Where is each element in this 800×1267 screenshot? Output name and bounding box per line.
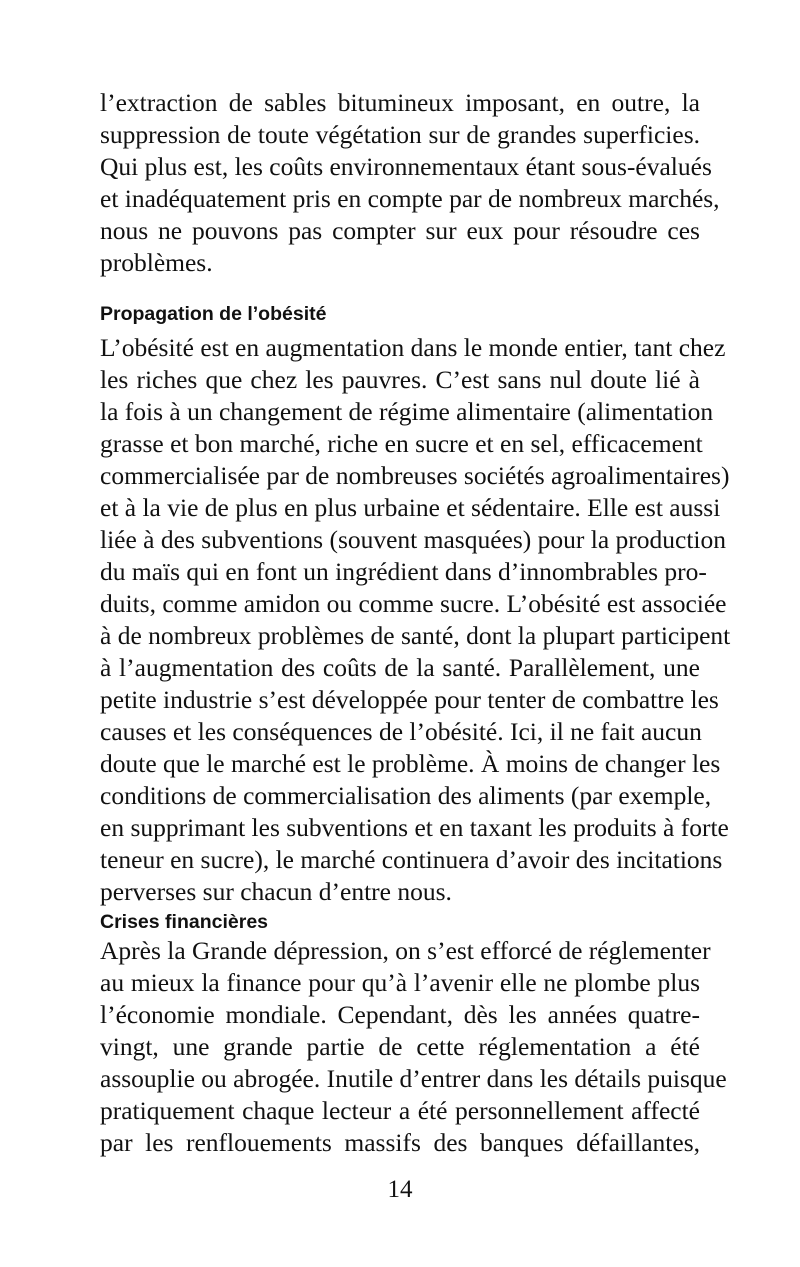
text-line: suppression de toute végétation sur de grandes superficies.: [100, 120, 700, 149]
text-line: duits, comme amidon ou comme sucre. L’obésité est associée: [100, 589, 727, 618]
text-line: doute que le marché est le problème. À moins de changer les: [100, 749, 721, 778]
text-line: conditions de commercialisation des aliments (par exemple,: [100, 781, 712, 810]
text-line: commercialisée par de nombreuses sociétés agroalimentaires): [100, 461, 730, 490]
text-line: et inadéquatement pris en compte par de nombreux marchés,: [100, 184, 720, 213]
text-line: en supprimant les subventions et en taxant les produits à forte: [100, 813, 729, 842]
paragraph-2: [100, 332, 731, 908]
text-line: liée à des subventions (souvent masquées) pour la production: [100, 525, 727, 554]
text-line: pratiquement chaque lecteur a été personnellement affecté: [100, 1096, 700, 1125]
text-line: grasse et bon marché, riche en sucre et en sel, efficacement: [100, 429, 703, 458]
text-line: assouplie ou abrogée. Inutile d’entrer dans les détails puisque: [100, 1064, 727, 1093]
text-line: au mieux la finance pour qu’à l’avenir elle ne plombe plus: [100, 968, 700, 997]
text-line: problèmes.: [100, 248, 213, 277]
text-line: à l’augmentation des coûts de la santé. Parallèlement, une: [100, 653, 700, 682]
text-line: l’économie mondiale. Cependant, dès les années quatre-: [100, 1000, 700, 1029]
text-line: vingt, une grande partie de cette réglementation a été: [100, 1032, 700, 1061]
text-line: à de nombreux problèmes de santé, dont la plupart participent: [100, 621, 731, 650]
text-line: la fois à un changement de régime alimentaire (alimentation: [100, 397, 714, 426]
text-line: nous ne pouvons pas compter sur eux pour résoudre ces: [100, 216, 700, 245]
page-number: 14: [387, 1176, 413, 1203]
text-line: du maïs qui en font un ingrédient dans d’innombrables pro-: [100, 557, 707, 586]
section-heading-obesity: Propagation de l’obésité: [100, 303, 327, 325]
paragraph-1: [100, 87, 720, 279]
text-line: petite industrie s’est développée pour tenter de combattre les: [100, 685, 719, 714]
text-line: et à la vie de plus en plus urbaine et sédentaire. Elle est aussi: [100, 493, 721, 522]
section-heading-financial-crises: Crises financières: [100, 911, 269, 933]
text-line: perverses sur chacun d’entre nous.: [100, 877, 452, 906]
text-line: L’obésité est en augmentation dans le monde entier, tant chez: [100, 333, 726, 362]
text-line: l’extraction de sables bitumineux imposant, en outre, la: [100, 88, 700, 117]
text-line: causes et les conséquences de l’obésité. Ici, il ne fait aucun: [100, 717, 702, 746]
text-line: par les renflouements massifs des banques défaillantes,: [100, 1128, 700, 1157]
text-line: teneur en sucre), le marché continuera d’avoir des incitations: [100, 845, 723, 874]
text-line: Qui plus est, les coûts environnementaux étant sous-évalués: [100, 152, 712, 181]
paragraph-3: [100, 935, 727, 1159]
text-line: Après la Grande dépression, on s’est efforcé de réglementer: [100, 936, 711, 965]
text-line: les riches que chez les pauvres. C’est sans nul doute lié à: [100, 365, 700, 394]
